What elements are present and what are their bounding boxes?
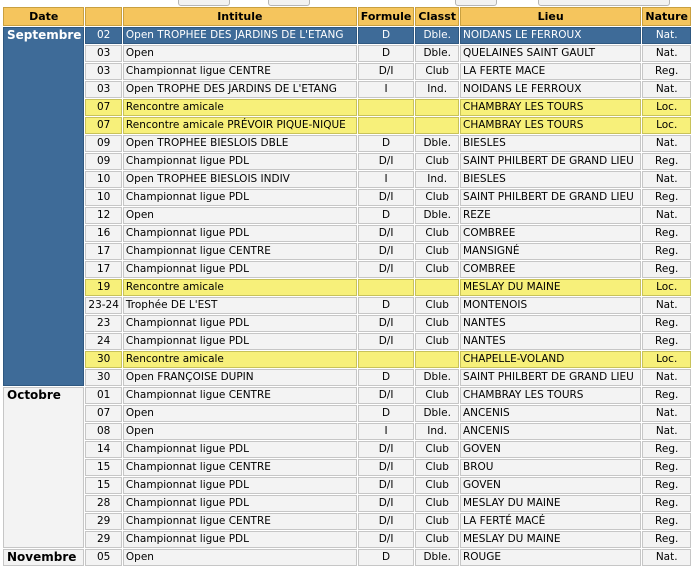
- table-row[interactable]: [3, 117, 691, 134]
- cell-day: 03: [85, 45, 122, 62]
- cell-classt: [415, 117, 459, 134]
- cell-nature: Reg.: [642, 189, 691, 206]
- cell-lieu: NOIDANS LE FERROUX: [460, 81, 641, 98]
- header-row: [3, 7, 691, 26]
- cell-formule: [358, 279, 415, 296]
- table-row[interactable]: [3, 135, 691, 152]
- cell-classt: Dble.: [415, 549, 459, 566]
- cell-nature: Reg.: [642, 387, 691, 404]
- cell-day: 09: [85, 135, 122, 152]
- cell-intitule: Championnat ligue PDL: [123, 333, 357, 350]
- cell-classt: [415, 351, 459, 368]
- cell-formule: [358, 351, 415, 368]
- cell-nature: Nat.: [642, 45, 691, 62]
- cell-lieu: SAINT PHILBERT DE GRAND LIEU: [460, 189, 641, 206]
- cell-classt: Club: [415, 225, 459, 242]
- cell-day: 14: [85, 441, 122, 458]
- cell-nature: Nat.: [642, 207, 691, 224]
- cell-nature: Nat.: [642, 405, 691, 422]
- cell-classt: Club: [415, 531, 459, 548]
- cell-day: 10: [85, 189, 122, 206]
- cell-intitule: Open TROPHEE BIESLOIS DBLE: [123, 135, 357, 152]
- cell-day: 29: [85, 513, 122, 530]
- cell-nature: Nat.: [642, 423, 691, 440]
- cell-day: 19: [85, 279, 122, 296]
- cell-nature: Reg.: [642, 459, 691, 476]
- cell-lieu: BIESLES: [460, 171, 641, 188]
- cell-intitule: Trophée DE L'EST: [123, 297, 357, 314]
- cell-nature: Nat.: [642, 81, 691, 98]
- cell-nature: Nat.: [642, 369, 691, 386]
- cell-lieu: MESLAY DU MAINE: [460, 495, 641, 512]
- cell-lieu: BROU: [460, 459, 641, 476]
- table-row[interactable]: [3, 405, 691, 422]
- cell-classt: Club: [415, 153, 459, 170]
- table-row[interactable]: [3, 297, 691, 314]
- cell-formule: D/I: [358, 63, 415, 80]
- table-row[interactable]: [3, 189, 691, 206]
- table-row[interactable]: [3, 45, 691, 62]
- month-label: Septembre: [3, 27, 84, 386]
- cell-day: 08: [85, 423, 122, 440]
- cell-nature: Reg.: [642, 333, 691, 350]
- cell-formule: D/I: [358, 153, 415, 170]
- cell-intitule: Championnat ligue PDL: [123, 495, 357, 512]
- cell-classt: Dble.: [415, 27, 459, 44]
- cell-lieu: ANCENIS: [460, 423, 641, 440]
- table-row[interactable]: [3, 495, 691, 512]
- cell-day: 05: [85, 549, 122, 566]
- cell-lieu: CHAMBRAY LES TOURS: [460, 117, 641, 134]
- cell-intitule: Championnat ligue PDL: [123, 261, 357, 278]
- cell-nature: Reg.: [642, 513, 691, 530]
- cell-formule: D/I: [358, 315, 415, 332]
- cell-intitule: Open: [123, 45, 357, 62]
- cell-day: 16: [85, 225, 122, 242]
- cell-classt: Club: [415, 63, 459, 80]
- cell-nature: Nat.: [642, 135, 691, 152]
- cell-formule: D: [358, 297, 415, 314]
- cell-day: 29: [85, 531, 122, 548]
- cell-intitule: Open TROPHE DES JARDINS DE L'ETANG: [123, 81, 357, 98]
- table-row[interactable]: [3, 351, 691, 368]
- table-row[interactable]: [3, 153, 691, 170]
- cell-day: 15: [85, 477, 122, 494]
- cell-intitule: Championnat ligue PDL: [123, 315, 357, 332]
- cell-day: 07: [85, 405, 122, 422]
- cell-classt: Club: [415, 297, 459, 314]
- cell-lieu: CHAMBRAY LES TOURS: [460, 99, 641, 116]
- cell-classt: Club: [415, 261, 459, 278]
- cell-classt: Club: [415, 333, 459, 350]
- table-row[interactable]: [3, 225, 691, 242]
- cell-nature: Reg.: [642, 495, 691, 512]
- cell-day: 17: [85, 243, 122, 260]
- cell-formule: D: [358, 27, 415, 44]
- table-row[interactable]: [3, 459, 691, 476]
- cell-nature: Reg.: [642, 261, 691, 278]
- cell-day: 07: [85, 99, 122, 116]
- table-row[interactable]: [3, 207, 691, 224]
- cell-intitule: Open: [123, 207, 357, 224]
- cell-lieu: BIESLES: [460, 135, 641, 152]
- cell-intitule: Championnat ligue PDL: [123, 477, 357, 494]
- cell-nature: Reg.: [642, 441, 691, 458]
- cell-formule: I: [358, 423, 415, 440]
- table-row[interactable]: [3, 81, 691, 98]
- header-formule[interactable]: Formule: [358, 7, 415, 26]
- cell-intitule: Open: [123, 549, 357, 566]
- cell-intitule: Open: [123, 423, 357, 440]
- table-row[interactable]: [3, 513, 691, 530]
- cell-lieu: SAINT PHILBERT DE GRAND LIEU: [460, 369, 641, 386]
- table-body: [3, 27, 691, 566]
- table-row[interactable]: [3, 441, 691, 458]
- cell-classt: Dble.: [415, 369, 459, 386]
- cell-intitule: Rencontre amicale: [123, 351, 357, 368]
- cell-intitule: Championnat ligue PDL: [123, 225, 357, 242]
- cell-nature: Nat.: [642, 549, 691, 566]
- cell-classt: Club: [415, 243, 459, 260]
- cell-intitule: Championnat ligue CENTRE: [123, 459, 357, 476]
- cell-lieu: COMBREE: [460, 225, 641, 242]
- cell-nature: Nat.: [642, 297, 691, 314]
- cell-nature: Loc.: [642, 99, 691, 116]
- cell-intitule: Championnat ligue CENTRE: [123, 513, 357, 530]
- table-row[interactable]: [3, 27, 691, 44]
- cell-lieu: ROUGE: [460, 549, 641, 566]
- cell-intitule: Championnat ligue PDL: [123, 441, 357, 458]
- cell-formule: I: [358, 81, 415, 98]
- cell-day: 24: [85, 333, 122, 350]
- cell-classt: Dble.: [415, 207, 459, 224]
- table-row[interactable]: [3, 477, 691, 494]
- table-row[interactable]: [3, 333, 691, 350]
- cell-classt: Ind.: [415, 81, 459, 98]
- cell-formule: D/I: [358, 513, 415, 530]
- cell-day: 30: [85, 351, 122, 368]
- cell-lieu: NOIDANS LE FERROUX: [460, 27, 641, 44]
- cell-classt: Dble.: [415, 135, 459, 152]
- cell-classt: Club: [415, 495, 459, 512]
- cell-day: 09: [85, 153, 122, 170]
- cell-classt: Club: [415, 189, 459, 206]
- cell-classt: Ind.: [415, 171, 459, 188]
- table-row[interactable]: [3, 531, 691, 548]
- cell-intitule: Rencontre amicale: [123, 99, 357, 116]
- cell-day: 10: [85, 171, 122, 188]
- cell-classt: [415, 99, 459, 116]
- cell-formule: D: [358, 369, 415, 386]
- cell-day: 23: [85, 315, 122, 332]
- cell-intitule: Championnat ligue PDL: [123, 531, 357, 548]
- cell-classt: [415, 279, 459, 296]
- cell-lieu: LA FERTE MACE: [460, 63, 641, 80]
- cell-classt: Club: [415, 477, 459, 494]
- cell-day: 03: [85, 63, 122, 80]
- cell-classt: Club: [415, 441, 459, 458]
- table-row[interactable]: [3, 243, 691, 260]
- cell-lieu: MONTENOIS: [460, 297, 641, 314]
- month-label: Octobre: [3, 387, 84, 548]
- cell-day: 15: [85, 459, 122, 476]
- cell-classt: Ind.: [415, 423, 459, 440]
- cell-formule: D/I: [358, 243, 415, 260]
- cell-classt: Club: [415, 315, 459, 332]
- table-row[interactable]: [3, 171, 691, 188]
- table-row[interactable]: [3, 549, 691, 566]
- header-intitule[interactable]: Intitule: [123, 7, 357, 26]
- cell-lieu: MANSIGNÉ: [460, 243, 641, 260]
- cell-formule: D/I: [358, 387, 415, 404]
- cell-classt: Dble.: [415, 45, 459, 62]
- cell-formule: D/I: [358, 531, 415, 548]
- cell-intitule: Championnat ligue CENTRE: [123, 387, 357, 404]
- calendar-table: [2, 6, 692, 567]
- cell-formule: [358, 99, 415, 116]
- cell-intitule: Rencontre amicale PRÉVOIR PIQUE-NIQUE: [123, 117, 357, 134]
- cell-nature: Nat.: [642, 171, 691, 188]
- cell-lieu: GOVEN: [460, 477, 641, 494]
- cell-intitule: Open FRANÇOISE DUPIN: [123, 369, 357, 386]
- cell-intitule: Championnat ligue CENTRE: [123, 243, 357, 260]
- cell-classt: Club: [415, 387, 459, 404]
- cell-formule: [358, 117, 415, 134]
- cell-formule: D/I: [358, 225, 415, 242]
- cell-lieu: MESLAY DU MAINE: [460, 531, 641, 548]
- cell-classt: Club: [415, 513, 459, 530]
- cell-formule: D/I: [358, 495, 415, 512]
- header-date[interactable]: Date: [3, 7, 84, 26]
- cell-lieu: ANCENIS: [460, 405, 641, 422]
- cell-nature: Reg.: [642, 153, 691, 170]
- table-row[interactable]: [3, 369, 691, 386]
- cell-nature: Reg.: [642, 243, 691, 260]
- cell-lieu: QUELAINES SAINT GAULT: [460, 45, 641, 62]
- cell-lieu: COMBREE: [460, 261, 641, 278]
- cell-formule: D/I: [358, 261, 415, 278]
- cell-formule: D: [358, 207, 415, 224]
- cell-formule: I: [358, 171, 415, 188]
- cell-nature: Reg.: [642, 531, 691, 548]
- cell-intitule: Open: [123, 405, 357, 422]
- cell-intitule: Open TROPHEE DES JARDINS DE L'ETANG: [123, 27, 357, 44]
- table-row[interactable]: [3, 63, 691, 80]
- header-nature[interactable]: Nature: [642, 7, 691, 26]
- cell-nature: Reg.: [642, 225, 691, 242]
- cell-intitule: Championnat ligue PDL: [123, 153, 357, 170]
- cell-intitule: Championnat ligue PDL: [123, 189, 357, 206]
- cell-formule: D/I: [358, 189, 415, 206]
- table-row[interactable]: [3, 315, 691, 332]
- cell-lieu: CHAPELLE-VOLAND: [460, 351, 641, 368]
- cell-day: 03: [85, 81, 122, 98]
- table-row[interactable]: [3, 387, 691, 404]
- cell-lieu: NANTES: [460, 333, 641, 350]
- table-row[interactable]: [3, 279, 691, 296]
- cell-formule: D: [358, 405, 415, 422]
- cell-day: 12: [85, 207, 122, 224]
- table-row[interactable]: [3, 423, 691, 440]
- cell-nature: Reg.: [642, 477, 691, 494]
- cell-day: 02: [85, 27, 122, 44]
- table-row[interactable]: [3, 99, 691, 116]
- cell-day: 01: [85, 387, 122, 404]
- cell-classt: Club: [415, 459, 459, 476]
- cell-formule: D/I: [358, 333, 415, 350]
- cell-formule: D: [358, 45, 415, 62]
- cell-intitule: Open TROPHEE BIESLOIS INDIV: [123, 171, 357, 188]
- cell-day: 07: [85, 117, 122, 134]
- cell-classt: Dble.: [415, 405, 459, 422]
- cell-lieu: CHAMBRAY LES TOURS: [460, 387, 641, 404]
- cell-formule: D/I: [358, 477, 415, 494]
- cell-lieu: NANTES: [460, 315, 641, 332]
- cell-lieu: LA FERTÉ MACÉ: [460, 513, 641, 530]
- month-label: Novembre: [3, 549, 84, 566]
- cell-formule: D: [358, 549, 415, 566]
- cell-nature: Loc.: [642, 351, 691, 368]
- cell-nature: Loc.: [642, 279, 691, 296]
- cell-formule: D: [358, 135, 415, 152]
- cell-intitule: Championnat ligue CENTRE: [123, 63, 357, 80]
- cell-day: 28: [85, 495, 122, 512]
- cell-lieu: SAINT PHILBERT DE GRAND LIEU: [460, 153, 641, 170]
- cell-day: 17: [85, 261, 122, 278]
- header-day: [85, 7, 122, 26]
- header-lieu[interactable]: Lieu: [460, 7, 641, 26]
- cell-nature: Nat.: [642, 27, 691, 44]
- cell-intitule: Rencontre amicale: [123, 279, 357, 296]
- cell-lieu: GOVEN: [460, 441, 641, 458]
- cell-nature: Loc.: [642, 117, 691, 134]
- cell-formule: D/I: [358, 441, 415, 458]
- header-classt[interactable]: Classt: [415, 7, 459, 26]
- cell-day: 23-24: [85, 297, 122, 314]
- table-row[interactable]: [3, 261, 691, 278]
- cell-formule: D/I: [358, 459, 415, 476]
- cell-nature: Reg.: [642, 63, 691, 80]
- cell-lieu: REZE: [460, 207, 641, 224]
- cell-day: 30: [85, 369, 122, 386]
- cell-nature: Reg.: [642, 315, 691, 332]
- cell-lieu: MESLAY DU MAINE: [460, 279, 641, 296]
